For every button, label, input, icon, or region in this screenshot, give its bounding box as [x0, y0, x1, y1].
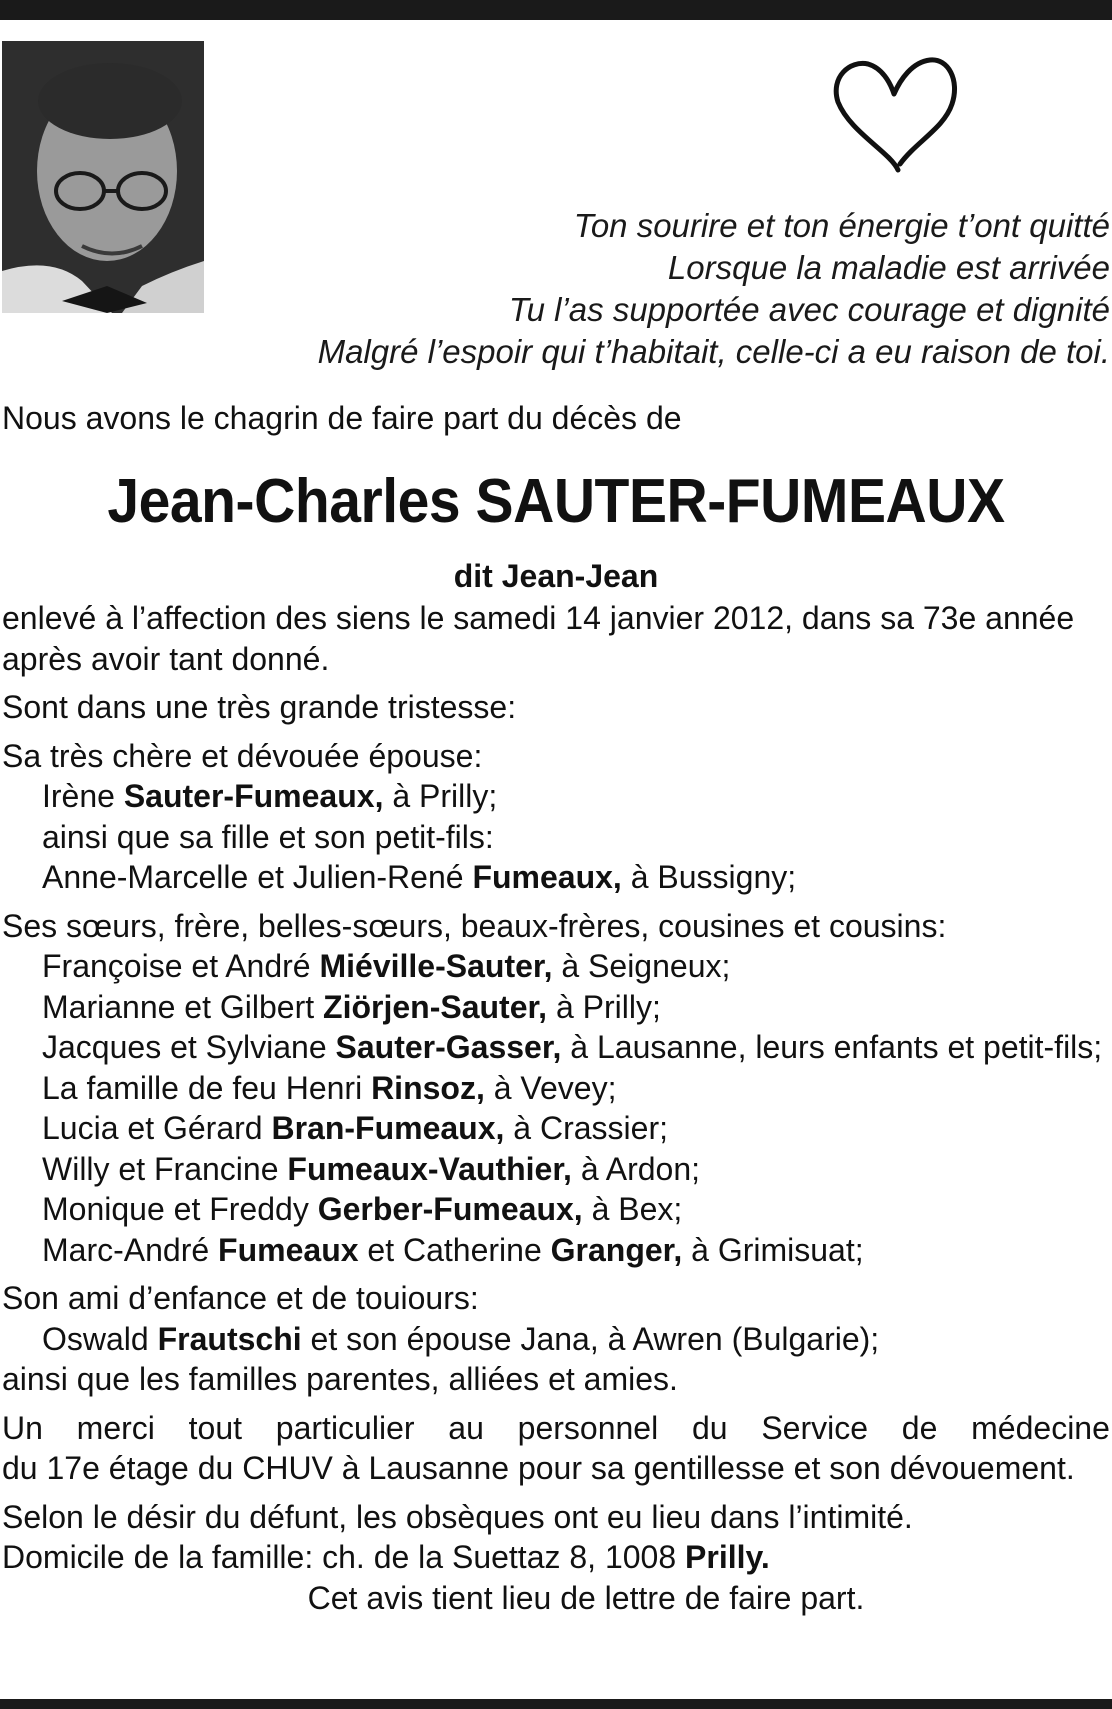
notice-line: Cet avis tient lieu de lettre de faire part. [307, 1579, 865, 1616]
family-row: Willy et Francine Fumeaux-Vauthier, à Ardon; [42, 1150, 701, 1187]
families-line: ainsi que les familles parentes, alliées et amies. [2, 1361, 678, 1397]
heart-icon [830, 52, 960, 177]
friend-heading: Son ami d’enfance et de touiours: [2, 1280, 479, 1316]
deceased-nickname: dit Jean-Jean [453, 558, 659, 594]
family-row: Françoise et André Miéville-Sauter, à Seigneux; [42, 948, 731, 984]
family-row: La famille de feu Henri Rinsoz, à Vevey; [42, 1069, 617, 1106]
funeral-line: Selon le désir du défunt, les obsèques ont eu lieu dans l’intimité. [2, 1498, 913, 1535]
poem-line: Tu l’as supportée avec courage et dignité [508, 291, 1110, 328]
portrait-image [2, 41, 204, 313]
obituary-body [2, 398, 1110, 1618]
announcement-line: enlevé à l’affection des siens le samedi 14 janvier 2012, dans sa 73e année [2, 600, 1075, 636]
announcement-line: après avoir tant donné. [2, 640, 330, 677]
family-row: Lucia et Gérard Bran-Fumeaux, à Crassier; [42, 1110, 668, 1146]
portrait-photo [2, 41, 204, 313]
deceased-name: Jean-Charles SAUTER-FUMEAUX [107, 467, 1005, 536]
bottom-border-rule [0, 1699, 1112, 1709]
domicile-line: Domicile de la famille: ch. de la Suettaz 8, 1008 Prilly. [2, 1539, 770, 1575]
spouse-heading: Sa très chère et dévouée épouse: [2, 737, 483, 774]
family-row: Irène Sauter-Fumeaux, à Prilly; [42, 778, 498, 814]
family-row: Monique et Freddy Gerber-Fumeaux, à Bex; [42, 1191, 683, 1227]
siblings-heading: Ses sœurs, frère, belles-sœurs, beaux-frères, cousines et cousins: [2, 907, 947, 944]
thanks-line: du 17e étage du CHUV à Lausanne pour sa gentillesse et son dévouement. [2, 1450, 1075, 1486]
poem-line: Malgré l’espoir qui t’habitait, celle-ci a eu raison de toi. [317, 333, 1110, 370]
family-row: Jacques et Sylviane Sauter-Gasser, à Lausanne, leurs enfants et petit-fils; [42, 1029, 1103, 1065]
top-border-rule [0, 0, 1112, 20]
poem-verse [210, 205, 1110, 373]
family-row: Marc-André Fumeaux et Catherine Granger, à Grimisuat; [42, 1231, 864, 1268]
thanks-line: Un merci tout particulier au personnel du Service de médecine [2, 1409, 1110, 1446]
daughter-intro: ainsi que sa fille et son petit-fils: [42, 818, 494, 855]
friend-row: Oswald Frautschi et son épouse Jana, à Awren (Bulgarie); [42, 1320, 880, 1357]
intro-text: Nous avons le chagrin de faire part du décès de [2, 400, 682, 436]
poem-line: Lorsque la maladie est arrivée [667, 249, 1110, 286]
family-row: Marianne et Gilbert Ziörjen-Sauter, à Prilly; [42, 988, 661, 1025]
poem-line: Ton sourire et ton énergie t’ont quitté [573, 207, 1110, 244]
family-row: Anne-Marcelle et Julien-René Fumeaux, à Bussigny; [42, 859, 797, 895]
sadness-line: Sont dans une très grande tristesse: [2, 689, 517, 725]
